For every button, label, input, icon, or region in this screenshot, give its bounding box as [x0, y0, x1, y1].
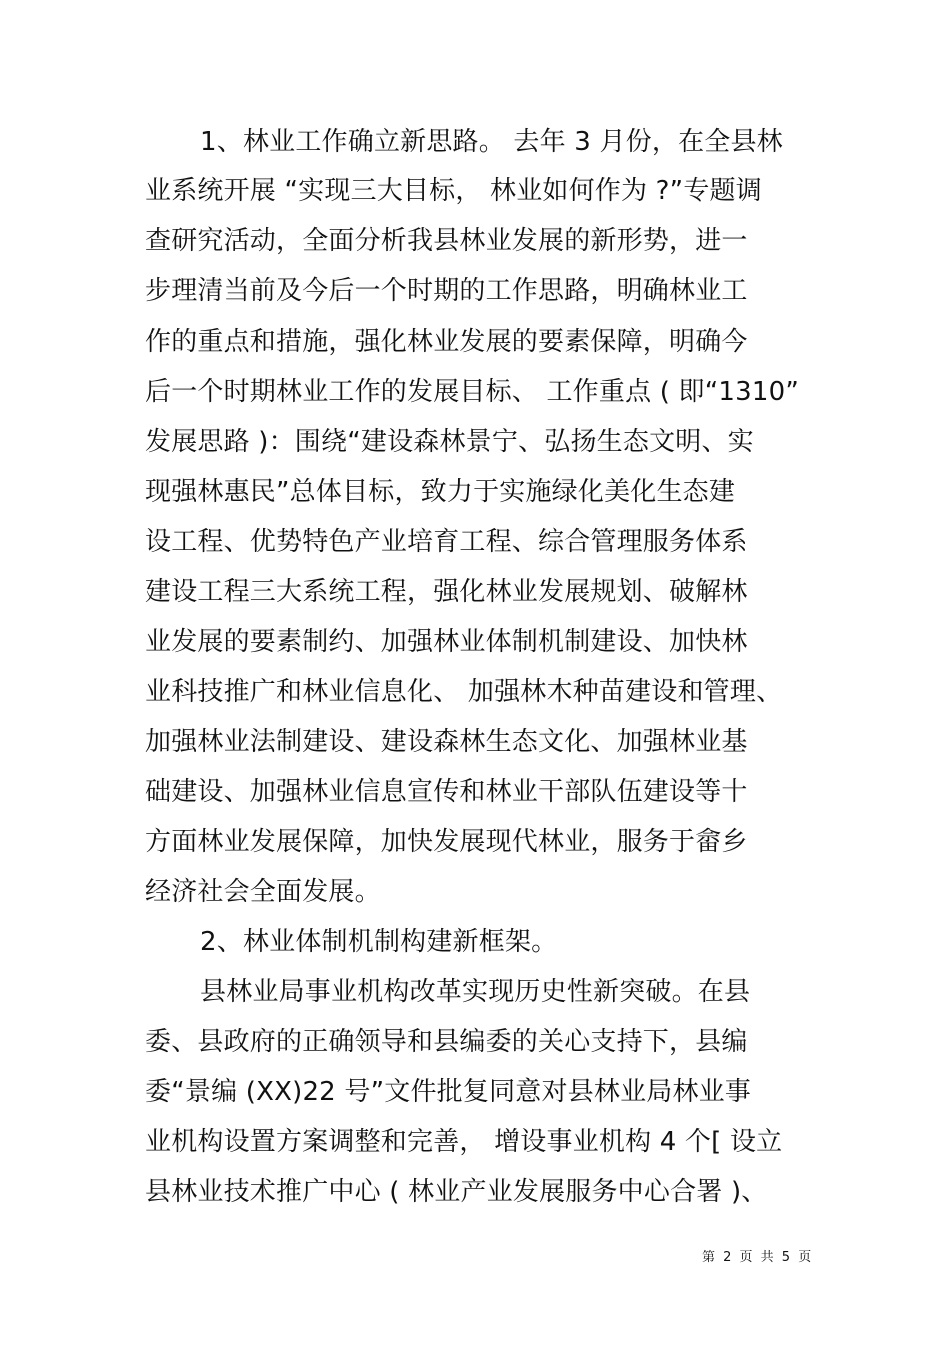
paragraph-1-line-4: 步理清当前及今后一个时期的工作思路，明确林业工 [145, 276, 748, 306]
paragraph-1-line-9: 设工程、优势特色产业培育工程、综合管理服务体系 [145, 527, 748, 557]
paragraph-1-line-5: 作的重点和措施，强化林业发展的要素保障，明确今 [145, 327, 748, 357]
paragraph-1-line-3: 查研究活动，全面分析我县林业发展的新形势，进一 [145, 226, 748, 256]
paragraph-2-line-1: 县林业局事业机构改革实现历史性新突破。在县 [200, 977, 751, 1007]
page-number-footer: 第 2 页 共 5 页 [702, 1250, 814, 1265]
paragraph-1-line-13: 加强林业法制建设、建设森林生态文化、加强林业基 [145, 727, 748, 757]
paragraph-2-line-3: 委“景编 (XX)22 号”文件批复同意对县林业局林业事 [145, 1077, 752, 1107]
paragraph-2-line-2: 委、县政府的正确领导和县编委的关心支持下，县编 [145, 1027, 748, 1057]
paragraph-1-line-7: 发展思路 )：围绕“建设森林景宁、弘扬生态文明、实 [145, 427, 754, 457]
paragraph-1-line-12: 业科技推广和林业信息化、 加强林木种苗建设和管理、 [145, 677, 783, 707]
paragraph-2-line-4: 业机构设置方案调整和完善， 增设事业机构 4 个[ 设立 [145, 1127, 783, 1157]
paragraph-1-line-10: 建设工程三大系统工程，强化林业发展规划、破解林 [145, 577, 748, 607]
paragraph-2-line-5: 县林业技术推广中心 ( 林业产业发展服务中心合署 )、 [145, 1177, 768, 1207]
paragraph-1-line-16: 经济社会全面发展。 [145, 877, 381, 907]
section-heading-2: 2、林业体制机制构建新框架。 [200, 927, 558, 957]
paragraph-1-line-8: 现强林惠民”总体目标，致力于实施绿化美化生态建 [145, 477, 736, 507]
paragraph-1-line-14: 础建设、加强林业信息宣传和林业干部队伍建设等十 [145, 777, 748, 807]
paragraph-1-line-6: 后一个时期林业工作的发展目标、 工作重点 ( 即“1310” [145, 377, 800, 407]
paragraph-1-line-2: 业系统开展 “实现三大目标， 林业如何作为 ?”专题调 [145, 176, 762, 206]
paragraph-1-line-11: 业发展的要素制约、加强林业体制机制建设、加快林 [145, 627, 748, 657]
paragraph-1-line-1: 1、林业工作确立新思路。 去年 3 月份，在全县林 [200, 127, 783, 157]
paragraph-1-line-15: 方面林业发展保障，加快发展现代林业，服务于畲乡 [145, 827, 748, 857]
